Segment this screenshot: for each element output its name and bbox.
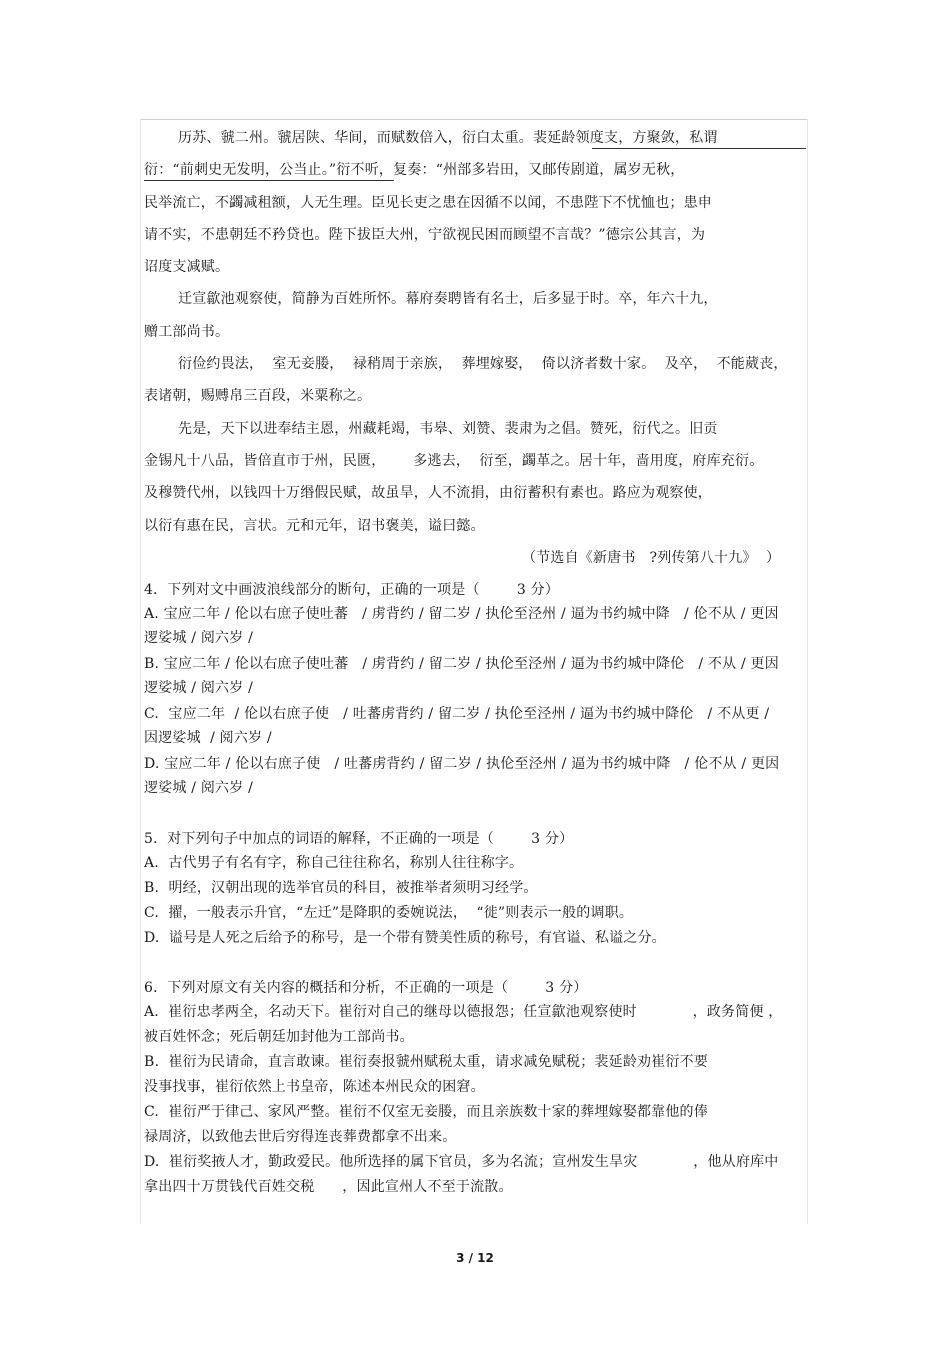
passage-line: （节选自《新唐书 ?列传第八十九》 ） [522, 550, 781, 566]
question-line: A. 宝应二年 / 伦以右庶子使吐蕃 / 虏背约 / 留二岁 / 执伦至泾州 / 逼为书约城中降 / 伦不从 / 更因 [144, 606, 779, 622]
passage-line: 以衍有惠在民，言状。元和元年，诏书褒美，谥曰懿。 [144, 518, 485, 534]
passage-line: 历苏、虢二州。虢居陕、华间，而赋数倍入，衍白太重。裴延龄领度支，方聚敛，私谓 [178, 130, 718, 146]
question-line: C. 擢，一般表示升官，“左迁”是降职的委婉说法， “徙”则表示一般的调职。 [144, 905, 634, 921]
question-line: B. 宝应二年 / 伦以右庶子使吐蕃 / 虏背约 / 留二岁 / 执伦至泾州 / 逼为书约城中降伦 / 不从 / 更因 [144, 656, 779, 672]
question-line: 被百姓怀念；死后朝廷加封他为工部尚书。 [144, 1029, 414, 1045]
question-line: 4．下列对文中画波浪线部分的断句，正确的一项是（ 3 分） [144, 582, 560, 598]
question-line: 逻娑城 / 阅六岁 / [144, 780, 253, 796]
question-line: C. 崔衍严于律己、家风严整。崔衍不仅室无妾媵，而且亲族数十家的葬埋嫁娶都靠他的俸 [144, 1104, 708, 1120]
question-line: C. 宝应二年 / 伦以右庶子使 / 吐蕃虏背约 / 留二岁 / 执伦至泾州 / 逼为书约城中降伦 / 不从更 / [144, 706, 770, 722]
passage-line: 及穆赞代州，以钱四十万缗假民赋，故虽旱，人不流捐，由衍蓄积有素也。路应为观察使， [144, 485, 712, 501]
page-frame-left-border [140, 119, 141, 1224]
question-line: 逻娑城 / 阅六岁 / [144, 630, 253, 646]
question-line: 因逻娑城 / 阅六岁 / [144, 730, 272, 746]
question-line: 拿出四十万贯钱代百姓交税 ，因此宣州人不至于流散。 [144, 1179, 513, 1195]
question-line: 6．下列对原文有关内容的概括和分析，不正确的一项是（ 3 分） [144, 980, 588, 996]
passage-line: 诏度支减赋。 [144, 259, 230, 275]
question-line: A. 崔衍忠孝两全，名动天下。崔衍对自己的继母以德报怨；任宣歙池观察使时 ，政务简便 ， [144, 1004, 783, 1020]
passage-line: 衍俭约畏法， 室无妾媵， 禄稍周于亲族， 葬埋嫁娶， 倚以济者数十家。 及卒， 不能葳丧， [178, 356, 788, 372]
passage-line: 赠工部尚书。 [144, 324, 230, 340]
passage-line: 衍：“前刺史无发明，公当止。”衍不听，复奏：“州部多岩田，又邮传剧道，属岁无秋， [144, 162, 685, 178]
passage-line: 迁宣歙池观察使，简静为百姓所怀。幕府奏聘皆有名士，后多显于时。卒，年六十九， [178, 291, 718, 307]
question-line: A. 古代男子有名有字，称自己往往称名，称别人往往称字。 [144, 855, 524, 871]
question-line: B. 崔衍为民请命，直言敢谏。崔衍奏报虢州赋税太重，请求减免赋税；裴延龄劝崔衍不要 [144, 1054, 709, 1070]
question-line: B. 明经，汉朝出现的选举官员的科目，被推举者须明习经学。 [144, 880, 538, 896]
page-number: 3 / 12 [456, 1251, 494, 1265]
passage-line: 请不实，不患朝廷不矜贷也。陛下拔臣大州，宁欲视民困而顾望不言哉？”德宗公其言，为 [144, 227, 706, 243]
passage-line: 先是，天下以进奉结主恩，州藏耗竭，韦皋、刘赞、裴肃为之倡。赞死，衍代之。旧贡 [178, 421, 718, 437]
question-line: 5．对下列句子中加点的词语的解释，不正确的一项是（ 3 分） [144, 831, 574, 847]
question-line: 禄周济，以致他去世后穷得连丧葬费都拿不出来。 [144, 1129, 457, 1145]
passage-line: 民举流亡，不蠲减租额，人无生理。臣见长吏之患在因循不以闻，不患陛下不忧恤也；患申 [144, 195, 712, 211]
question-line: 没事找事，崔衍依然上书皇帝，陈述本州民众的困窘。 [144, 1079, 485, 1095]
passage-line: 表诸朝，赐赙帛三百段，米粟称之。 [144, 388, 372, 404]
page-frame-right-border [807, 119, 808, 1224]
question-line: D. 宝应二年 / 伦以右庶子使 / 吐蕃虏背约 / 留二岁 / 执伦至泾州 / 逼为书约城中降 / 伦不从 / 更因 [144, 756, 780, 772]
question-line: 逻娑城 / 阅六岁 / [144, 680, 253, 696]
underline-marking [144, 180, 394, 181]
page-frame-top-border [140, 119, 808, 120]
passage-line: 金锡凡十八品，皆倍直市于州，民匮， 多逃去， 衍至，蠲革之。居十年，啬用度，府库充衍。 [144, 453, 764, 469]
underline-marking [592, 148, 806, 149]
question-line: D. 谥号是人死之后给予的称号，是一个带有赞美性质的称号，有官谥、私谥之分。 [144, 930, 666, 946]
question-line: D. 崔衍奖掖人才，勤政爱民。他所选择的属下官员，多为名流；宣州发生旱灾 ，他从府库中 [144, 1154, 779, 1170]
